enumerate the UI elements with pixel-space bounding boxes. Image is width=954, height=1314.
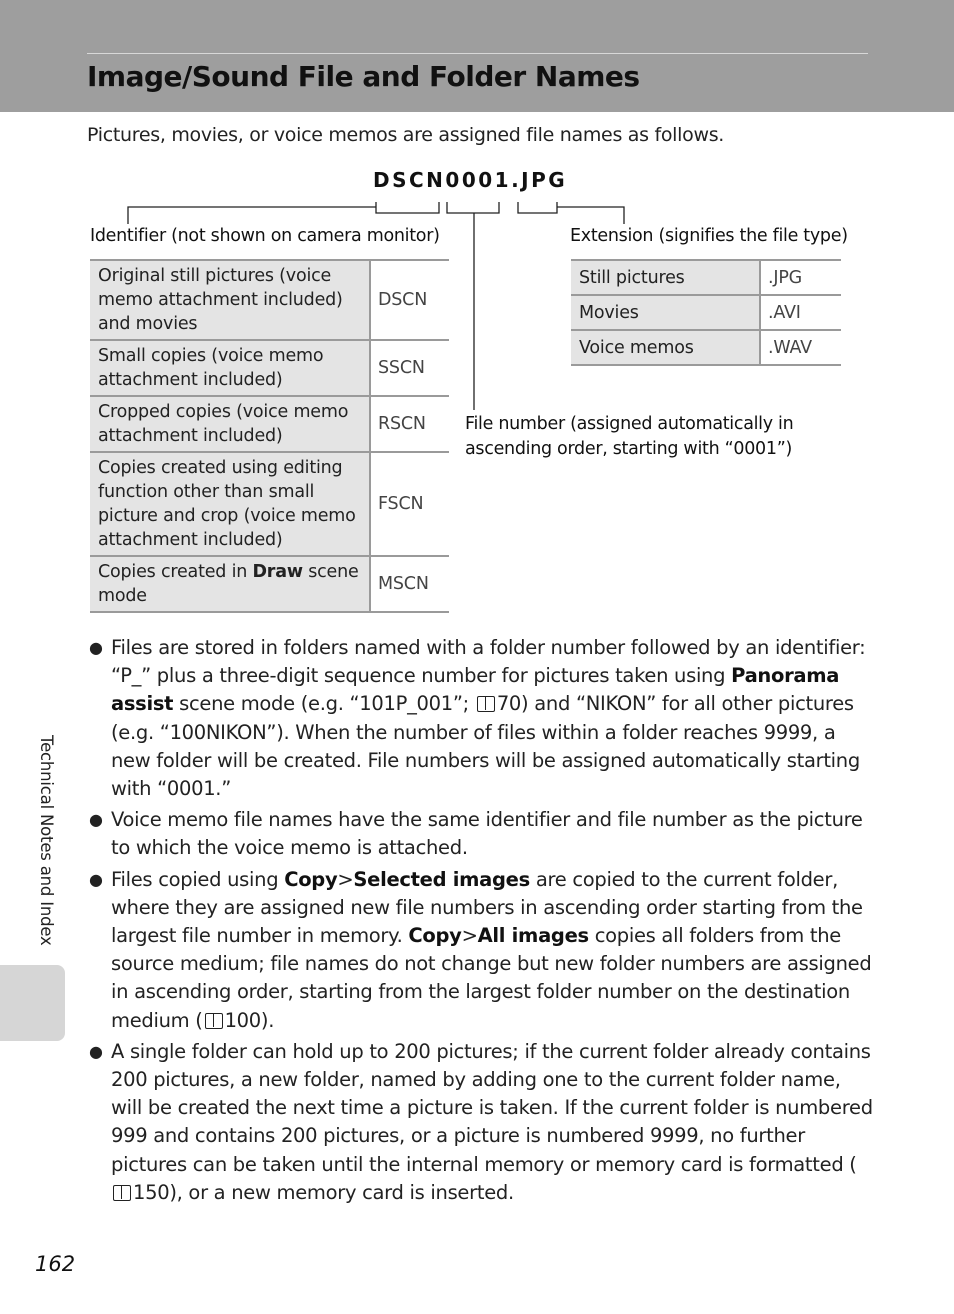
identifier-label: Copies created in Draw scene mode (90, 556, 370, 612)
page-reference[interactable]: 70 (496, 692, 522, 716)
identifier-label: Copies created using editing function other than small picture and crop (voice memo attachment included) (90, 452, 370, 556)
file-number-caption (465, 412, 793, 462)
extension-caption: Extension (signifies the file type) (570, 226, 848, 246)
table-row (90, 556, 449, 612)
table-row (571, 330, 841, 365)
identifier-label: Cropped copies (voice memo attachment included) (90, 396, 370, 452)
extension-code: .JPG (760, 260, 841, 295)
list-item: ● Files copied using Copy>Selected images are copied to the current folder, where they are assigned new file numbers in ascending order starting from the largest file number in memory. Copy>All images copies all folders from the source medium; file names do not change but new folder numbers are assigned in ascending order, starting from the largest folder number on the destination medium ( 100). (89, 867, 872, 1032)
page-reference[interactable]: 150 (133, 1180, 170, 1204)
table-row (90, 452, 449, 556)
list-item: ● A single folder can hold up to 200 pictures; if the current folder already contains 200 pictures, a new folder, named by adding one to the current folder name, will be created the next time a picture is taken. If the current folder is numbered 999 and contains 200 pictures, or a picture is numbered 9999, no further pictures can be taken until the internal memory or memory card is formatted (150), or a new memory card is inserted. (89, 1039, 873, 1204)
identifier-label: Small copies (voice memo attachment included) (90, 340, 370, 396)
example-filename: DSCN0001.JPG (373, 168, 568, 192)
identifier-label: Original still pictures (voice memo attachment included) and movies (90, 260, 370, 340)
intro-text: Pictures, movies, or voice memos are assigned file names as follows. (87, 124, 725, 146)
list-item: ● Files are stored in folders named with a folder number followed by an identifier: “P_” plus a three-digit sequence number for pictures taken using Panorama assist scene mode (e.g. “101P_001”; 70) and “NIKON” for all other pictures (e.g. “100NIKON”). When the number of files within a folder reaches 9999, a new folder will be created. File numbers will be assigned automatically starting with “0001.” (89, 636, 866, 801)
identifier-table (90, 259, 449, 613)
identifier-code: DSCN (370, 260, 449, 340)
bullet-icon: ● (89, 869, 103, 889)
book-reference-icon (477, 696, 495, 712)
table-row (90, 260, 449, 340)
bullet-icon: ● (89, 1041, 103, 1061)
table-row (571, 295, 841, 330)
book-reference-icon (113, 1185, 131, 1201)
section-label: Technical Notes and Index (37, 735, 56, 946)
list-item: ● Voice memo file names have the same identifier and file number as the picture to which the voice memo is attached. (89, 808, 863, 860)
extension-label: Voice memos (571, 330, 760, 365)
file-number-caption-line1: File number (assigned automatically in (465, 414, 794, 434)
identifier-code: RSCN (370, 396, 449, 452)
section-tab[interactable] (0, 965, 65, 1041)
file-number-caption-line2: ascending order, starting with “0001”) (465, 439, 793, 459)
identifier-code: MSCN (370, 556, 449, 612)
bullet-icon: ● (89, 810, 103, 830)
book-reference-icon (205, 1013, 223, 1029)
extension-code: .AVI (760, 295, 841, 330)
extension-label: Still pictures (571, 260, 760, 295)
page-number: 162 (35, 1252, 76, 1276)
identifier-caption: Identifier (not shown on camera monitor) (90, 226, 440, 246)
table-row (571, 260, 841, 295)
extension-table (571, 259, 841, 366)
identifier-code: SSCN (370, 340, 449, 396)
extension-code: .WAV (760, 330, 841, 365)
table-row (90, 396, 449, 452)
notes-list (87, 634, 877, 1210)
page-title: Image/Sound File and Folder Names (87, 60, 640, 93)
table-row (90, 340, 449, 396)
page-reference[interactable]: 100 (224, 1008, 261, 1032)
extension-label: Movies (571, 295, 760, 330)
bullet-icon: ● (89, 638, 103, 657)
identifier-code: FSCN (370, 452, 449, 556)
